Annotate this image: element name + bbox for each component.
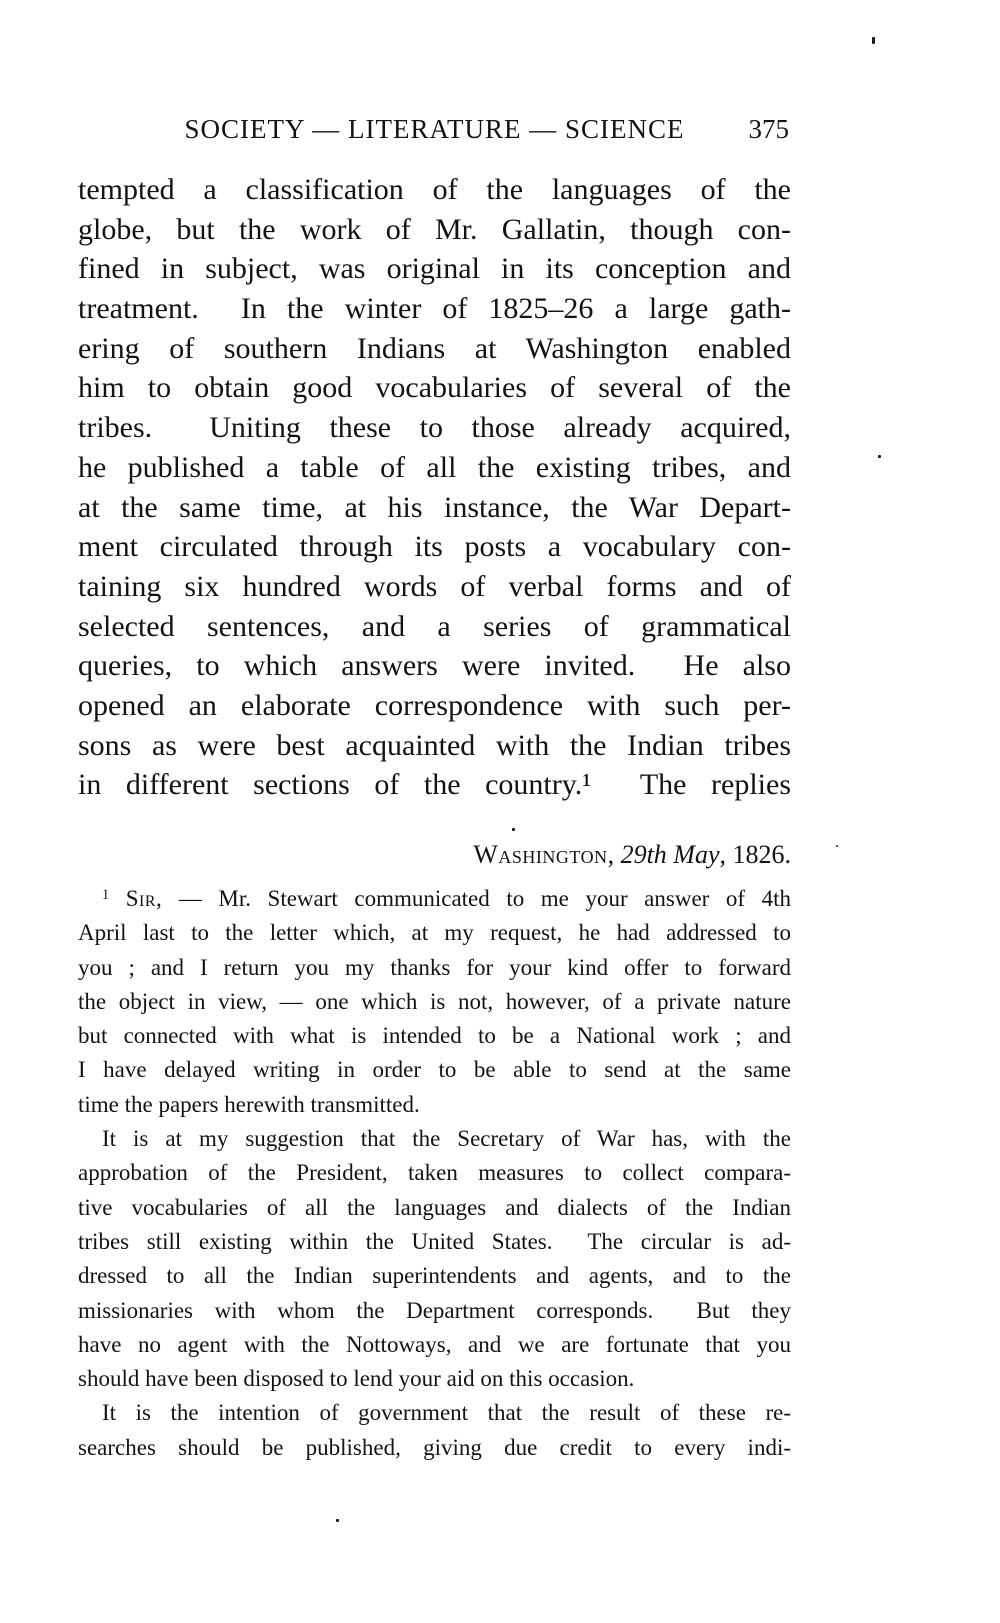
footnote-text-line: searches should be published, giving due credit to every indi- [78, 1434, 791, 1460]
body-text-line: globe, but the work of Mr. Gallatin, though con- [78, 212, 791, 246]
body-text-line: him to obtain good vocabularies of several of the [78, 371, 791, 405]
page-header [78, 112, 791, 146]
body-text-line: in different sections of the country.¹ The replies [78, 768, 791, 802]
body-text-line: at the same time, at his instance, the War Depart- [78, 490, 791, 524]
dateline-separator: , [607, 840, 621, 869]
body-text-line: ment circulated through its posts a vocabulary con- [78, 530, 791, 564]
footnote-text-line: dressed to all the Indian superintendents and agents, and to the [78, 1263, 791, 1289]
main-paragraph [78, 170, 791, 805]
footnote-text-line: have no agent with the Nottoways, and we are fortunate that you [78, 1331, 791, 1357]
body-text-line: taining six hundred words of verbal forms and of [78, 569, 791, 603]
footnote-text-line: but connected with what is intended to be a National work ; and [78, 1023, 791, 1049]
footnote-text-line: tive vocabularies of all the languages and dialects of the Indian [78, 1194, 791, 1220]
body-text-line: sons as were best acquainted with the Indian tribes [78, 728, 791, 762]
dateline-place: Washington [473, 840, 608, 869]
page-number: 375 [748, 114, 789, 144]
footnote-text-line: approbation of the President, taken measures to collect compara- [78, 1160, 791, 1186]
running-title: SOCIETY — LITERATURE — SCIENCE [184, 114, 685, 144]
dateline-date: 29th May [620, 840, 720, 869]
footnote-text-line: It is at my suggestion that the Secretary of War has, with the [102, 1126, 791, 1152]
footnote-text-line: time the papers herewith transmitted. [78, 1091, 420, 1117]
footnote-text-line: you ; and I return you my thanks for your kind offer to forward [78, 954, 791, 980]
body-text-line: tribes. Uniting these to those already acquired, [78, 411, 791, 445]
scan-speck [872, 37, 875, 44]
footnote-text-line: the object in view, — one which is not, however, of a private nature [78, 988, 791, 1014]
scan-speck [836, 845, 838, 847]
body-text-line: opened an elaborate correspondence with such per- [78, 688, 791, 722]
footnote-block [78, 882, 791, 1465]
footnote-line-rest: — Mr. Stewart communicated to me your answer of 4th [162, 886, 791, 911]
body-text-line: queries, to which answers were invited. He also [78, 649, 791, 683]
scan-speck [878, 455, 881, 458]
footnote-text-line: April last to the letter which, at my request, he had addressed to [78, 920, 791, 946]
footnote-dateline [78, 838, 791, 872]
body-text-line: tempted a classification of the languages of the [78, 173, 791, 206]
body-text-line: treatment. In the winter of 1825–26 a large gath- [78, 292, 791, 326]
scan-speck [336, 1519, 339, 1522]
dateline-year: , 1826. [719, 840, 791, 869]
body-text-line: selected sentences, and a series of grammatical [78, 609, 791, 643]
footnote-text-line: should have been disposed to lend your aid on this occasion. [78, 1366, 635, 1392]
footnote-marker: 1 [102, 886, 110, 903]
footnote-text-line: tribes still existing within the United States. The circular is ad- [78, 1228, 791, 1254]
text-block [78, 0, 791, 1623]
body-text-line: fined in subject, was original in its conception and [78, 252, 791, 286]
footnote-text-line: It is the intention of government that the result of these re- [102, 1400, 791, 1426]
footnote-text-line [78, 882, 791, 916]
footnote-salutation: Sir, [125, 886, 163, 911]
body-text-line: ering of southern Indians at Washington enabled [78, 331, 791, 365]
footnote-text-line: I have delayed writing in order to be able to send at the same [78, 1057, 791, 1083]
footnote-text-line: missionaries with whom the Department corresponds. But they [78, 1297, 791, 1323]
scan-speck [512, 828, 515, 831]
body-text-line: he published a table of all the existing tribes, and [78, 450, 791, 484]
